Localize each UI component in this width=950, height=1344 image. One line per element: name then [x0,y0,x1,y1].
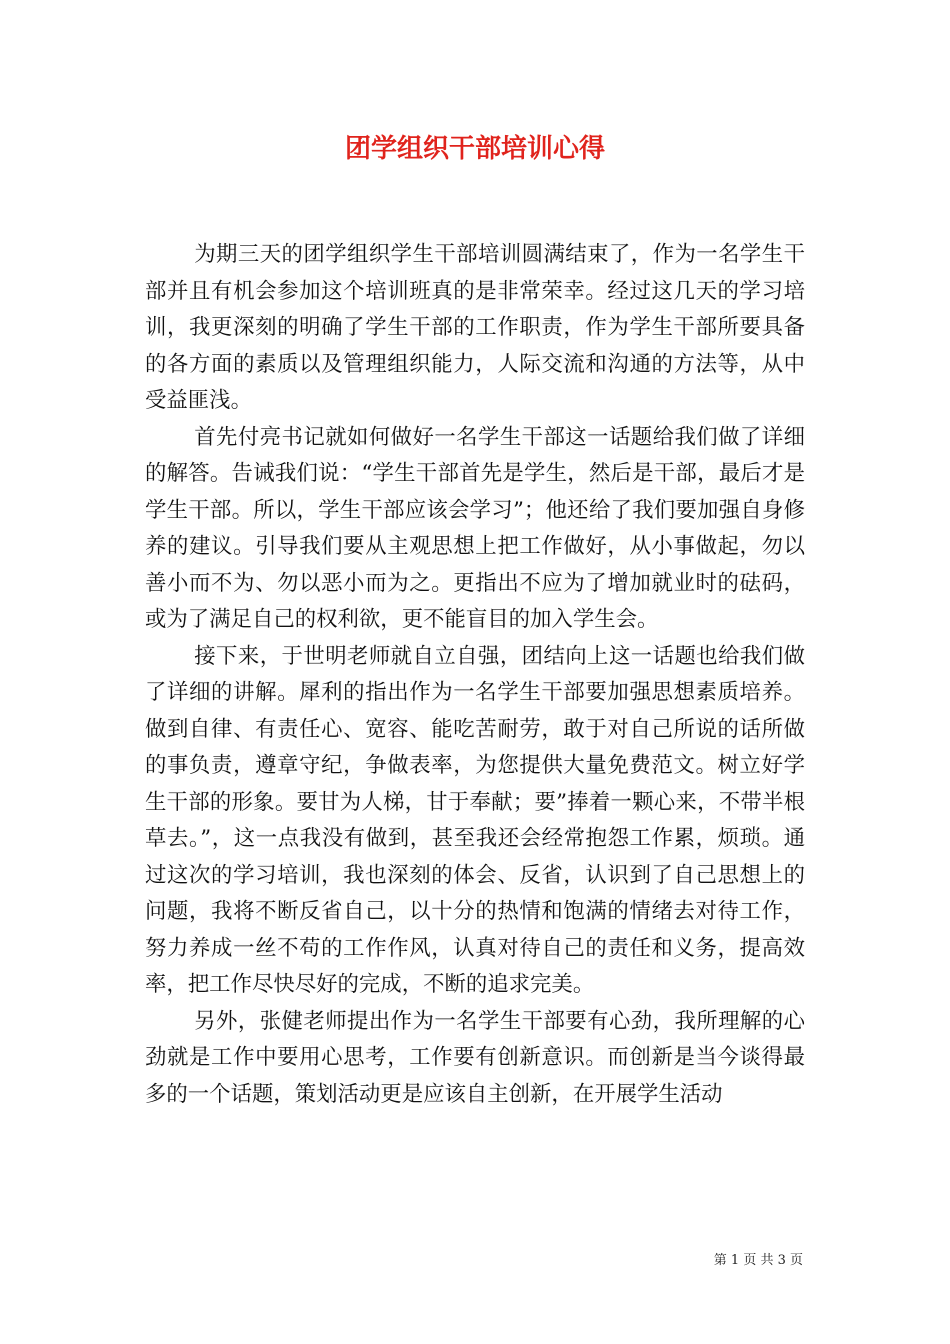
paragraph: 接下来，于世明老师就自立自强，团结向上这一话题也给我们做了详细的讲解。犀利的指出作为一名学生干部要加强思想素质培养。做到自律、有责任心、宽容、能吃苦耐劳，敢于对自己所说的话所做的事负责，遵章守纪，争做表率，为您提供大量免费范文。树立好学生干部的形象。要甘为人梯，甘于奉献；要”捧着一颗心来，不带半根草去。”，这一点我没有做到，甚至我还会经常抱怨工作累，烦琐。通过这次的学习培训，我也深刻的体会、反省，认识到了自己思想上的问题，我将不断反省自己，以十分的热情和饱满的情绪去对待工作，努力养成一丝不苟的工作作风，认真对待自己的责任和义务，提高效率，把工作尽快尽好的完成，不断的追求完美。 [145,643,805,997]
document-body [145,237,805,1113]
page-number-footer: 第 1 页 共 3 页 [713,1253,803,1268]
page-title: 团学组织干部培训心得 [344,134,605,164]
paragraph: 首先付亮书记就如何做好一名学生干部这一话题给我们做了详细的解答。告诫我们说：“学生干部首先是学生，然后是干部，最后才是学生干部。所以，学生干部应该会学习”；他还给了我们要加强自身修养的建议。引导我们要从主观思想上把工作做好，从小事做起，勿以善小而不为、勿以恶小而为之。更指出不应为了增加就业时的砝码，或为了满足自己的权利欲，更不能盲目的加入学生会。 [145,424,805,632]
paragraph: 为期三天的团学组织学生干部培训圆满结束了，作为一名学生干部并且有机会参加这个培训班真的是非常荣幸。经过这几天的学习培训，我更深刻的明确了学生干部的工作职责，作为学生干部所要具备的各方面的素质以及管理组织能力，人际交流和沟通的方法等，从中受益匪浅。 [145,242,805,413]
paragraph: 另外，张健老师提出作为一名学生干部要有心劲，我所理解的心劲就是工作中要用心思考，工作要有创新意识。而创新是当今谈得最多的一个话题，策划活动更是应该自主创新，在开展学生活动 [145,1008,805,1107]
